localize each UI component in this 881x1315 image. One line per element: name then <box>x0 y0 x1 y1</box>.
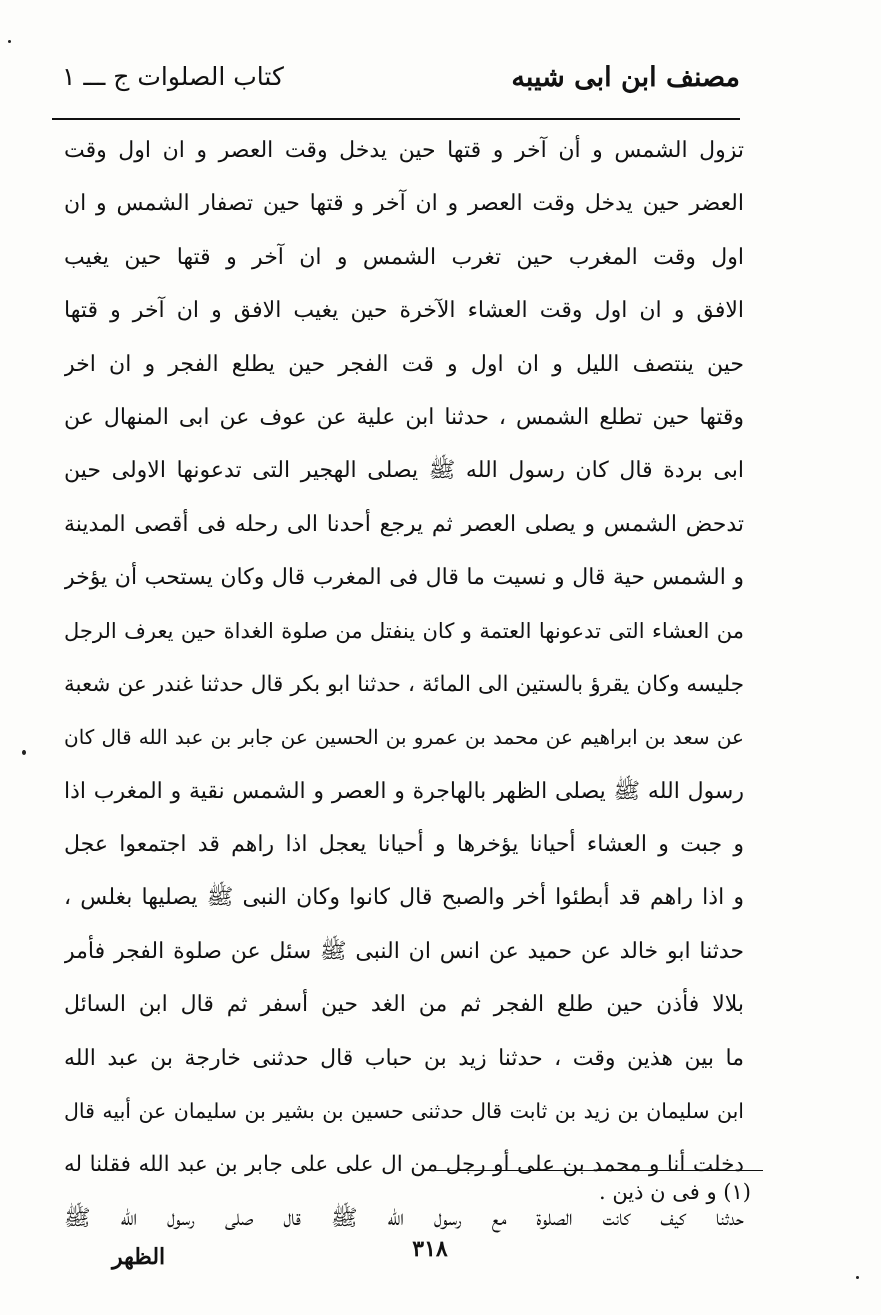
text-line: ابى بردة قال كان رسول الله ﷺ يصلى الهجير التى تدعونها الاولى حين <box>64 458 744 484</box>
footnote-rule <box>430 1170 763 1171</box>
scan-speck <box>22 750 26 755</box>
text-line: حين ينتصف الليل و ان اول و قت الفجر حين يطلع الفجر و ان اخر <box>64 351 744 377</box>
page-number: ٣١٨ <box>412 1236 448 1262</box>
running-header <box>52 58 740 106</box>
text-line: ما بين هذين وقت ، حدثنا زيد بن حباب قال حدثنى خارجة بن عبد الله <box>64 1045 744 1071</box>
text-line: تزول الشمس و أن آخر و قتها حين يدخل وقت العصر و ان اول وقت <box>64 138 744 163</box>
text-line: حدثنا ابو خالد عن حميد عن انس ان النبى ﷺ سئل عن صلوة الفجر فأمر <box>64 938 744 964</box>
text-line: اول وقت المغرب حين تغرب الشمس و ان آخر و قتها حين يغيب <box>64 244 744 270</box>
scan-speck <box>8 40 11 43</box>
text-line: الافق و ان اول وقت العشاء الآخرة حين يغيب الافق و ان آخر و قتها <box>64 298 744 324</box>
text-line: حدثنا كيف كانت الصلوة مع رسول الله ﷺ قال صلى رسول الله ﷺ <box>64 1205 744 1231</box>
main-text <box>64 124 744 1245</box>
text-line: وقتها حين تطلع الشمس ، حدثنا ابن علية عن عوف عن ابى المنهال عن <box>64 404 744 430</box>
text-line: بلالا فأذن حين طلع الفجر ثم من الغد حين أسفر ثم قال ابن السائل <box>64 992 744 1018</box>
text-line: دخلت أنا و محمد بن على أو رجل من ال على على جابر بن عبد الله فقلنا له <box>64 1152 744 1178</box>
text-line: و اذا راهم قد أبطئوا أخر والصبح قال كانوا وكان النبى ﷺ يصليها بغلس ، <box>64 885 744 911</box>
scan-speck <box>856 1276 859 1279</box>
text-line: تدحض الشمس و يصلى العصر ثم يرجع أحدنا الى رحله فى أقصى المدينة <box>64 511 744 537</box>
text-line: عن سعد بن ابراهيم عن محمد بن عمرو بن الحسين عن جابر بن عبد الله قال كان <box>64 725 744 750</box>
header-rule <box>52 118 740 120</box>
text-line: جليسه وكان يقرؤ بالستين الى المائة ، حدثنا ابو بكر قال حدثنا غندر عن شعبة <box>64 671 744 697</box>
book-title: مصنف ابن ابى شيبه <box>511 62 740 93</box>
text-line: ابن سليمان بن زيد بن ثابت قال حدثنى حسين بن بشير بن سليمان عن أبيه قال <box>64 1099 744 1124</box>
text-line: و جبت و العشاء أحيانا يؤخرها و أحيانا يعجل اذا راهم قد اجتمعوا عجل <box>64 832 744 858</box>
text-line: و الشمس حية قال و نسيت ما قال فى المغرب قال وكان يستحب أن يؤخر <box>64 565 744 591</box>
chapter-title: كتاب الصلوات ج ـــ ١ <box>62 62 284 91</box>
text-line: رسول الله ﷺ يصلى الظهر بالهاجرة و العصر و الشمس نقية و المغرب اذا <box>64 778 744 804</box>
text-line: من العشاء التى تدعونها العتمة و كان ينفتل من صلوة الغداة حين يعرف الرجل <box>64 618 744 643</box>
footnote: (١) و فى ن ذين . <box>598 1180 751 1204</box>
text-line: العضر حين يدخل وقت العصر و ان آخر و قتها حين تصفار الشمس و ان <box>64 191 744 217</box>
catchword: الظهر <box>112 1244 166 1270</box>
